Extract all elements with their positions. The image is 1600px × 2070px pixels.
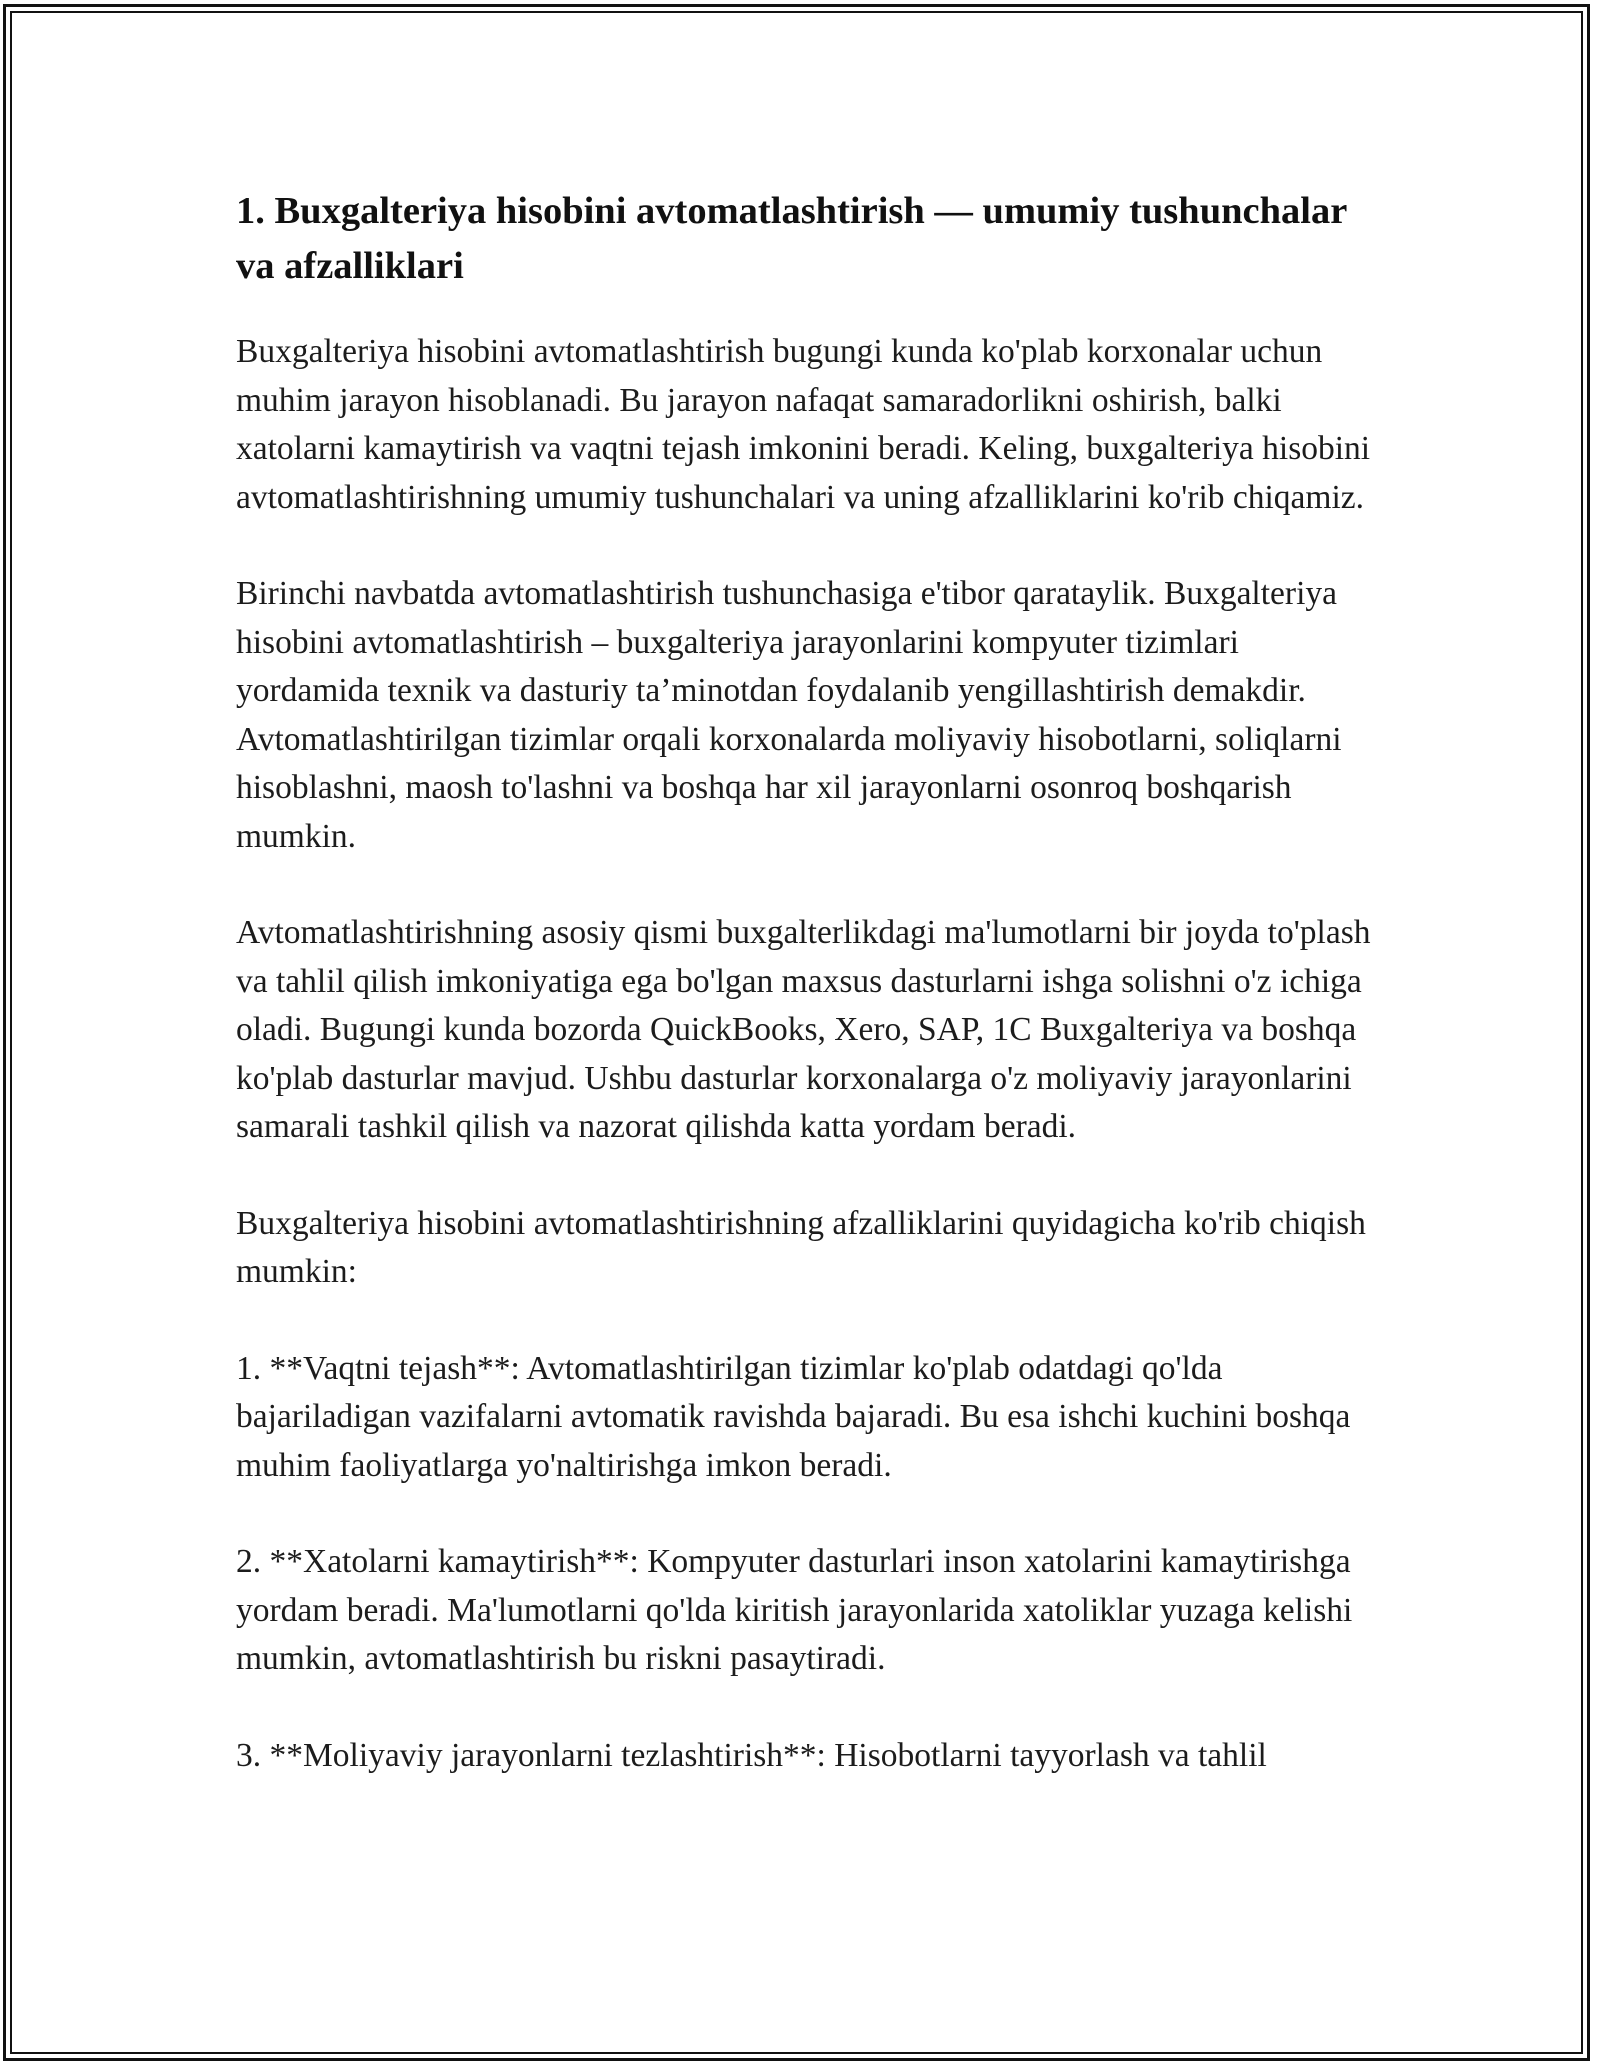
- section-heading: 1. Buxgalteriya hisobini avtomatlashtirish — umumiy tushunchalar va afzalliklari: [236, 190, 1347, 287]
- paragraph-intro: Buxgalteriya hisobini avtomatlashtirish bugungi kunda ko'plab korxonalar uchun muhim jarayon hisoblanadi. Bu jarayon nafaqat samaradorlikni oshirish, balki xatolarni kamaytirish va vaqtni tejash imkonini beradi. Keling, buxgalteriya hisobini avtomatlashtirishning umumiy tushunchalari va uning afzalliklarini ko'rib chiqamiz.: [236, 333, 1371, 516]
- paragraph-advantages-intro: Buxgalteriya hisobini avtomatlashtirishning afzalliklarini quyidagicha ko'rib chiqish mumkin:: [236, 1204, 1366, 1290]
- list-item-time-saving: 1. **Vaqtni tejash**: Avtomatlashtirilgan tizimlar ko'plab odatdagi qo'lda bajariladigan vazifalarni avtomatik ravishda bajaradi. Bu esa ishchi kuchini boshqa muhim faoliyatlarga yo'naltirishga imkon beradi.: [236, 1349, 1351, 1484]
- list-item-acceleration: 3. **Moliyaviy jarayonlarni tezlashtirish**: Hisobotlarni tayyorlash va tahlil: [236, 1736, 1267, 1774]
- document-body: [236, 184, 1376, 1828]
- paragraph-software: Avtomatlashtirishning asosiy qismi buxgalterlikdagi ma'lumotlarni bir joyda to'plash va tahlil qilish imkoniyatiga ega bo'lgan maxsus dasturlarni ishga solishni o'z ichiga oladi. Bugungi kunda bozorda QuickBooks, Xero, SAP, 1C Buxgalteriya va boshqa ko'plab dasturlar mavjud. Ushbu dasturlar korxonalarga o'z moliyaviy jarayonlarini samarali tashkil qilish va nazorat qilishda katta yordam beradi.: [236, 914, 1371, 1145]
- list-item-error-reduction: 2. **Xatolarni kamaytirish**: Kompyuter dasturlari inson xatolarini kamaytirishga yordam beradi. Ma'lumotlarni qo'lda kiritish jarayonlarida xatoliklar yuzaga kelishi mumkin, avtomatlashtirish bu riskni pasaytiradi.: [236, 1543, 1353, 1677]
- paragraph-definition: Birinchi navbatda avtomatlashtirish tushunchasiga e'tibor qarataylik. Buxgalteriya hisobini avtomatlashtirish – buxgalteriya jarayonlarini kompyuter tizimlari yordamida texnik va dasturiy ta’minotdan foydalanib yengillashtirish demakdir. Avtomatlashtirilgan tizimlar orqali korxonalarda moliyaviy hisobotlarni, soliqlarni hisoblashni, maosh to'lashni va boshqa har xil jarayonlarni osonroq boshqarish mumkin.: [236, 575, 1342, 855]
